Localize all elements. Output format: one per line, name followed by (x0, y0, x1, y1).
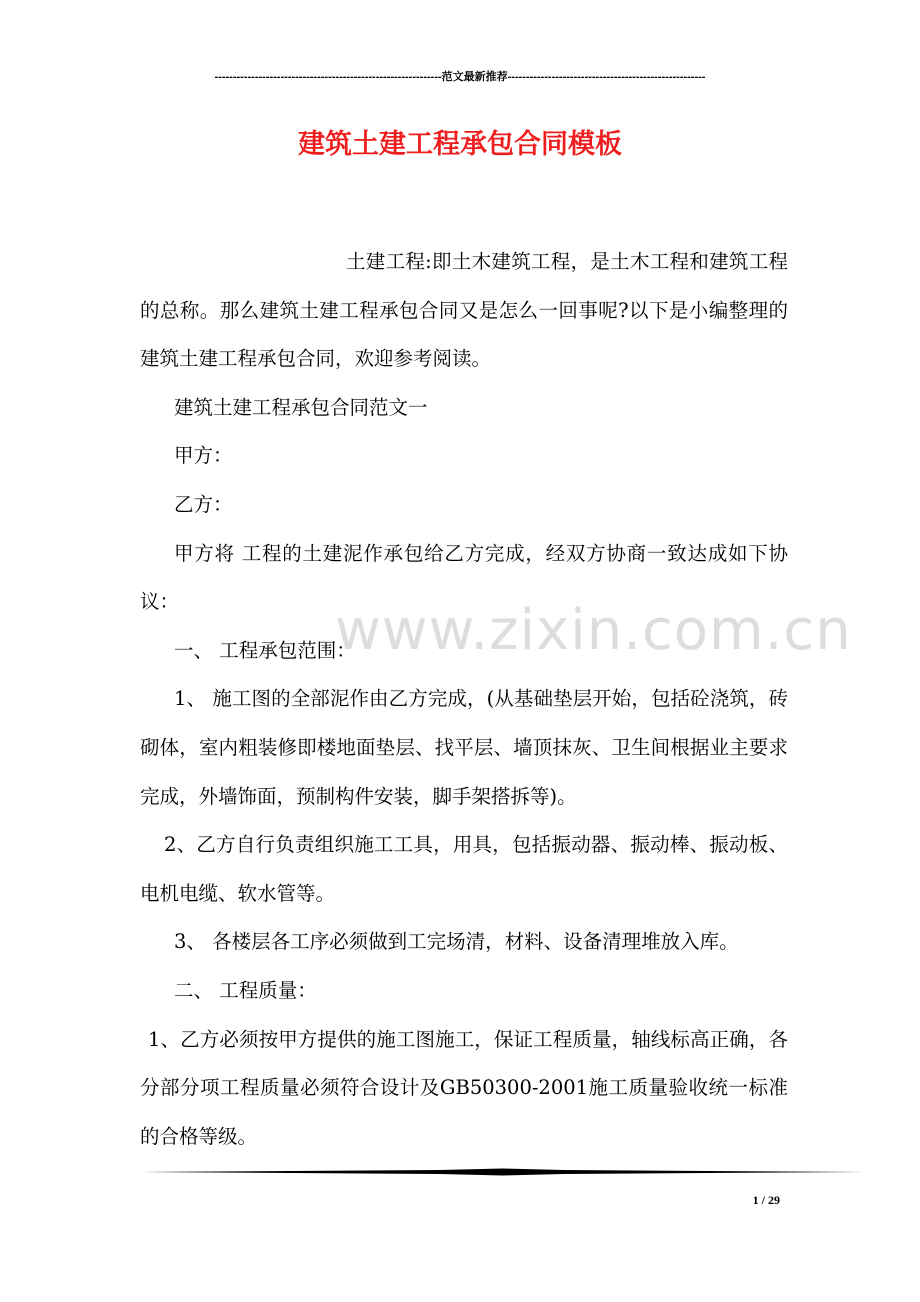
clause-scope-item-2: 2、乙方自行负责组织施工工具，用具，包括振动器、振动棒、振动板、电机电缆、软水管等。 (140, 833, 788, 905)
party-a-line: 甲方： (174, 444, 233, 468)
clause-scope-item-3: 3、 各楼层各工序必须做到工完场清，材料、设备清理堆放入库。 (174, 930, 739, 954)
clause-heading-scope: 一、 工程承包范围： (174, 638, 356, 662)
section-heading-sample-one: 建筑土建工程承包合同范文一 (174, 395, 428, 419)
clause-scope-item-1: 1、 施工图的全部泥作由乙方完成，(从基础垫层开始，包括砼浇筑，砖砌体，室内粗装修即楼地面垫层、找平层、墙顶抹灰、卫生间根据业主要求完成，外墙饰面，预制构件安装，脚手架搭拆等)。 (140, 687, 788, 808)
watermark-text: www.zixin.com.cn (335, 598, 852, 663)
intro-paragraph: 土建工程:即土木建筑工程，是土木工程和建筑工程的总称。那么建筑土建工程承包合同又是怎么一回事呢?以下是小编整理的建筑土建工程承包合同，欢迎参考阅读。 (140, 250, 788, 371)
party-b-line: 乙方： (174, 492, 233, 516)
agreement-preamble: 甲方将 工程的土建泥作承包给乙方完成，经双方协商一致达成如下协议： (140, 541, 788, 614)
page-number: 1 / 29 (752, 1193, 780, 1207)
footer-divider (140, 1167, 864, 1177)
document-title: 建筑土建工程承包合同模板 (298, 129, 622, 160)
clause-heading-quality: 二、 工程质量： (174, 978, 317, 1002)
page-header-banner: --------------------------------------------------------------范文最新推荐------------------------------------------------------ (214, 71, 706, 83)
clause-quality-item-1: 1、乙方必须按甲方提供的施工图施工，保证工程质量，轴线标高正确，各分部分项工程质量必须符合设计及GB50300-2001施工质量验收统一标准的合格等级。 (140, 1027, 788, 1148)
document-body (140, 238, 788, 1161)
